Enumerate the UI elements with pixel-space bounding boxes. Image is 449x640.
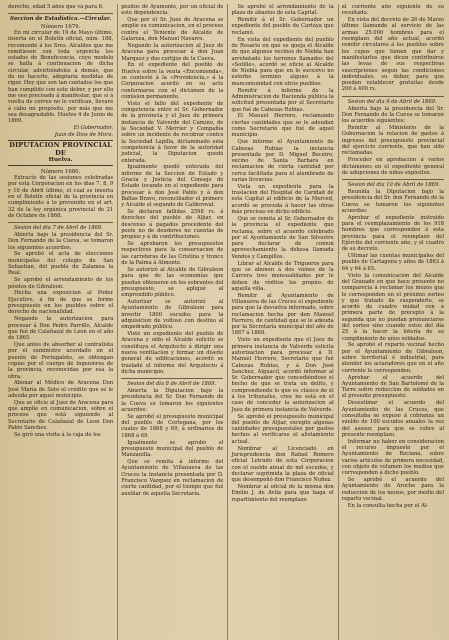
paragraph: Librar al Alcalde de Trigueros para que se abonen á dos vienes de la Carrera tres mensualidades por le deben de réditos los propios de aquella villa. [231,260,334,292]
article-number: Número 1680. [40,168,81,175]
paragraph: Negando la autorizacion al Juez de Aracena para procesar á don Juan Marquez y dos cortijos de la Cueva. [121,42,224,62]
article-number: Número 1679. [40,23,81,30]
paragraph: pósitos de Ayamonte, por un oficial de este dependencia. [121,4,224,17]
paragraph: Que se remita á informe del Ayuntamiento de Villanueva de las Cruces la instancia presentada por D. Francisco Vazquez en reclamacion de cierto cantidad, por el tiempo que fué auxiliar de aquella Secretaría. [121,459,224,497]
paragraph: Se giró una visita á la caja de los [14,431,101,438]
paragraph: Abierta la Diputacion bajo la presidencia del Sr. Don Fernando de la Cueva se tomaron los siguientes acuerdos: [121,388,224,413]
section-header [8,140,113,166]
column-1 [8,4,113,640]
divider [8,13,113,14]
paragraph: Informar no haber en consideracion el recurso impuesto por el Ayuntamiento de Rociana, sobre varios artículos de primera necesidad, con objeto de volumen los medios que corresponden á dicho pueblo. [341,438,444,477]
session-heading: Sesion del dia 9 de Abril de 1869. [347,98,437,105]
paragraph: Remitir á el Sr. Gobernador un expediente del pueblo de Cartaya que reclamó. [231,17,334,36]
paragraph: Se aprobó el reparto vecinal hecho por el Ayuntamiento de Gibraleon, sobre territorial é industrial, para atender los aclaradores que en el año corriente le corresponden. [341,342,444,374]
divider [342,179,444,180]
divider [121,378,223,379]
session-heading: Sesion del dia 7 de Abril de 1869. [14,225,103,232]
paragraph: Extracto de las sesiones celebradas por esta Corporacion en los dias 7, 8, 9 y 10 de Abril último, el cual se inserta en el Boletín oficial de la provincia en cumplimiento á lo prevenido en el art. 32 de la ley orgánica provincial de 21 de Octubre de 1868. [8,175,114,219]
paragraph: Visto el fallo del expediente de competencia entre el Sr. Gobernador de la provincia y el Juez de primera instancia de Valverde del Camino, de la Sociedad V. Merrier y Compañía sobre un incidente de recobrar contra la Sociedad Lapilla, dictaminado esta competencia á favor de la autoridad judicial, la Diputacion quedó enterada. [121,100,224,164]
paragraph: Se aprobó el arrendamiento de los pósitos de Gibraleon. [8,277,114,290]
paragraph: Visto la comunicacion del Alcalde del Granado en que hace presente no comparecia á reclamar los mozos que le corresponden en el próximo sorteo y que tratado de suspenderlo, se acordó de cuadro midad con á primera parte de precepto á la segunda que no puedan pronunciarse del sorteo sino cuando estos del día 25 á la hacer la lotería de su cumplimiento de unos soldados. [341,272,444,342]
paragraph: Remitir al Ministerio de la Gobernacion la relacion de gastos á ingresos del presupuesto provincial del ejercicio corriente, que han sido reclamadas. [341,125,444,157]
paragraph: Nombrar al Licenciado en Jurisprudencia don Rafael Romero oficial Letrado de esta Corporacion con el sueldo anual de mil escudos, y declarar suprimida la plaza de oficial que desempeñó don Francisco Nuñez. [231,445,334,484]
paragraph: Autorizar se autorizó al Ayuntamiento de Gibraleon para invertir 1800 escudos para la adquisicion de voltoso con destino al empedrado público. [121,299,224,331]
paragraph: Igualmente se aprobó el presupuesto municipal del pueblo de Manzanilla. [121,439,224,459]
paragraph: Que por el Sr. Juez de Aracena se amplíe su comunicacion, en el proceso contra el Teniente de Alcalde de Galaroza, don Manuel Navarro. [121,17,224,43]
paragraph: Vista un expediente para la traslacion del Hospital de Caridad de esta Capital al edificio de la Merced, acordó se proceda á hacer las obras más precisas en dicho edificio. [231,183,334,216]
section-header-title: DIPUTACION PROVINCIAL DE [9,141,112,157]
column-4 [338,4,444,640]
paragraph: Negando la autorizacion para procesar á Don Pedro Parrillo, Alcalde que fué de Calañazal de Leon en el año de 1865. [8,316,114,342]
paragraph: al corriente año siguiente de su resultado. [341,4,444,17]
paragraph: Que antes de absorber al contratista por el suministro acordado en el puente de Portugalete, se obtengan copias por el cuerpo de Ingenieros de la provincia, reconocidas por esa la obra. [8,342,114,380]
paragraph: Se aprobó el presupuesto municipal del pueblo de Cortegana, por los cuales de 1868 y 69, á ordinarios de 1868 á 69. [121,413,224,439]
paragraph: Ultimar las cuentas municipales del pueblo de Cartagena y años de 1863 á 64 y 64 á 65. [341,253,444,272]
paragraph: Se aprobó el acuerdo del Ayuntamiento de Aroche para la reduccion de los mozos, por medio del reparto vecinal. [341,477,444,502]
paragraph: Reunida la Diputacion bajo la presidencia del Sr. don Fernando de la Cueva se tomaron los siguientes acuerdos: [341,188,444,214]
paragraph: Hecha una exposicion al Poder Ejecutivo, á fin de que se forme presupuesto en los pueblos sobre el derecho de nacionalidad. [8,290,114,316]
paragraph: En el expediente del pueblo de Huelva sobre la venta «Encomienda», se contestó á la «Providencia,» á la Corporacion acordó en su acto conformarse con el dictámen de la comision permanente. [121,62,224,100]
session-heading: Sesion del dia 10 de Abril de 1869. [347,182,440,189]
paragraph: Abierta bajo la presidencia del Sr. Don Fernando de la Cueva se tomaron los acuerdos siguientes: [341,105,444,125]
signature-name: Juan de Dios de Mora. [54,131,114,138]
section-title: Seccion de Estadística.—Circular. [10,16,112,23]
paragraph: Se aprobó el presupuesto municipal del pueblo de Aljiar, excepto algunas cantidades presupuestales por gastos hechos al verificarse el alistamiento actual. [231,413,334,445]
paragraph: Visto un expediente que el Juez de primera instancia de Valverde solicita autorizacion para procesar á D. Manuel Herrero, Secretario que fué Cabezas Rubias, y á Don José Sanchez, Alguacil, acordó informar al Sr. Gobernador que concediéndose el hecho de que se trata un delito, y comprendiendo lo que es clásico de él á los tribunales, cree no está en el caso de conceder la autorizacion al Juez de primera instancia de Valverde. [231,337,334,413]
paragraph: Remitir á informe de la Administracion de Hacienda pública la solicitud presentada por el Secretario que fué de Cabezas Rubias. [231,87,334,113]
divider [342,96,444,97]
paragraph: Que se oficie al Juez de Aracena para que amplíe en comunicacion, sobre el proceso que está siguiendo al Secretario de Calañazal de Leon Don Pablo Sanchez. [8,399,114,432]
paragraph: Aprobar el acuerdo del Ayuntamiento de San Bartolomé de la Torre sobre reduccion de soldados en el presente presupuesto. [341,374,444,400]
column-3 [227,4,333,640]
session-heading: Sesion del dia 8 de Abril de 1869. [127,381,217,388]
paragraph: En vista del decreto de 26 de Marzo último llamando al servicio de las armas 25.000 hombres para el reemplazo del año actual, acordó remitir circulares á los pueblos sobre los cupos que tienen que dar y manifestarles que dicen contribuirse las levas de sus respectivas suscripciones segun las condiciones individuales, su deber, para que puedan establecer gratuitas desde 200 á 400 rs. [341,17,444,93]
paragraph: Abonar al Médico de Aracena Don José María de Soto el crédito que se le adeuda por aquel municipio. [8,380,114,399]
paragraph: Que se remita al Sr. Gobernador de la provincia el expediente que reclama, sobre el acuerdo celebrado por el Ayuntamiento de San Silvestre para declarar de comun aprovechamiento la dehesa llamada Vendos y Campillos. [231,215,334,260]
paragraph: Remitir al Ayuntamiento de Villanueva de las Cruces el expediente para que la devuelva informado, sobre reclamacion hecha por don Manuel Herrero, de cantidad que se le adeuda por la Secretaría municipal del año de 1867 á 1868. [231,292,334,337]
divider [8,222,113,223]
paragraph: En la consulta hecha por el Al- [347,502,429,509]
paragraph: Se autorizó al Alcalde de Gibraleon para que de las economías que puedan obtenerse en los sobrantes del presupuesto, se apliqué al emprendido público. [121,266,224,299]
paragraph: Se aprobó el acta de elecciones municipales del colegio de San Sebastian, del pueblo de Zalamea la Real. [8,251,114,277]
column-2 [117,4,223,640]
paragraph: En mi circular de 19 de Mayo último, inserta en el Boletín oficial, núm. 188, recomendé á los Sres. Alcaldes que me remitiesen con toda urgencia los estados de Beneficencia, cuyo modelo se halla á continuacion de dicha circular, advirtiéndoles á demás, que de no hacerlo, adoptaria medidas de rigor. Hoy que son tan contados los que han cumplido con este deber, y por ello me veo precisado á manifestar, que si á vuelta de correo no lo verifican, llevaré á cabo mi propósito, por más que me sea desagradable. Huelva 4 de Junio de 1869. [8,30,114,125]
columns [8,4,444,640]
paragraph: Desestimar el acuerdo del Ayuntamiento de las Cruces, que consultaba se expuso á cobranza un sueldo de 100 escudos anuales la vez del asesor, para que se cobre al presente reemplazo. [341,400,444,438]
paragraph: Nombrar al oficial de la misma don Emilio J. de Avila para que haga el repartimiento del reemplazo [231,483,334,503]
paragraph: Se declaran fallidas 2598 rs. á derechos del pueblo de Aljiar, en descenso á pagados procedente del poste no de deudores no cuentas de propios y á de contribuciones. [121,209,224,241]
signature-role: El Gobernador, [73,125,114,132]
paragraph: Visto un expediente del pueblo de Aracena y oído el Alcalde solicito se constituya el Arquitecto á dirigir una nueva ventilacion y formar un diseño general de edificaciones, acordó se trasladé el informe del Arquitecto á dicha municipio. [121,331,224,375]
paragraph: El Manuel Herrero, reclamando ciertas cantidades que se le adeudan como Secretario que fué de aquel municipio. [231,113,334,139]
paragraph: Aprobar el expediente instruido para el reemplazamiento de los 918 hombres que corresponden á esta provincia para el reemplazo del Ejército del corriente año, y el cuadro de su decreto. [341,214,444,253]
paragraph: Proceder en aprobacion á varios dictámenes en el expediente general de adopciones de niños expósitos. [341,157,444,176]
paragraph: derecho, edad 5 años que vá para 6. [8,4,104,10]
paragraph: Se aprobaron los presupuestos respectivos para la conservacion de las carreteras de las Cristina y tronco de la Palma á Almonte. [121,241,224,267]
paragraph: Se aprobó el arrendamiento de la plaza de abastos de esta Capital. [231,4,334,17]
paragraph: Igualmente quedó enterada del informe de la Seccion de Estado y Gracia y Justicia del Consejo de Estado tocando en el expediente para procesar á don José Pablo y á don Baltas Bravo, reconciliador el primero y Alcalde el segundo de Calderoval. [121,164,224,209]
paragraph: En vista del expediente del pueblo de Rosario en que se queja el Alcalde de que algunos vecinos de Niebla han arrebatado los terrenos llamados del «Sotillo», acordó se oficie al Alcalde de Niebla para que en lo sucesivo no estorbe termino alguno á la mancomunidad con otros pueblos. [231,36,334,87]
paragraph: Abierta bajo la presidencia del Sr. Don Fernando de la Cueva, se tomaron los siguientes acuerdos: [8,232,114,251]
section-header-subtitle: Huelva. [48,157,73,164]
paragraph: Que informe el Ayuntamiento de Cabezas Rubias la instancia presentada por D. Miguel Beceiro, vecino de Santa Barbara en reclamacion de cierta cantidad por cerca facilitada para el alumbrado de varias licencias. [231,139,334,183]
